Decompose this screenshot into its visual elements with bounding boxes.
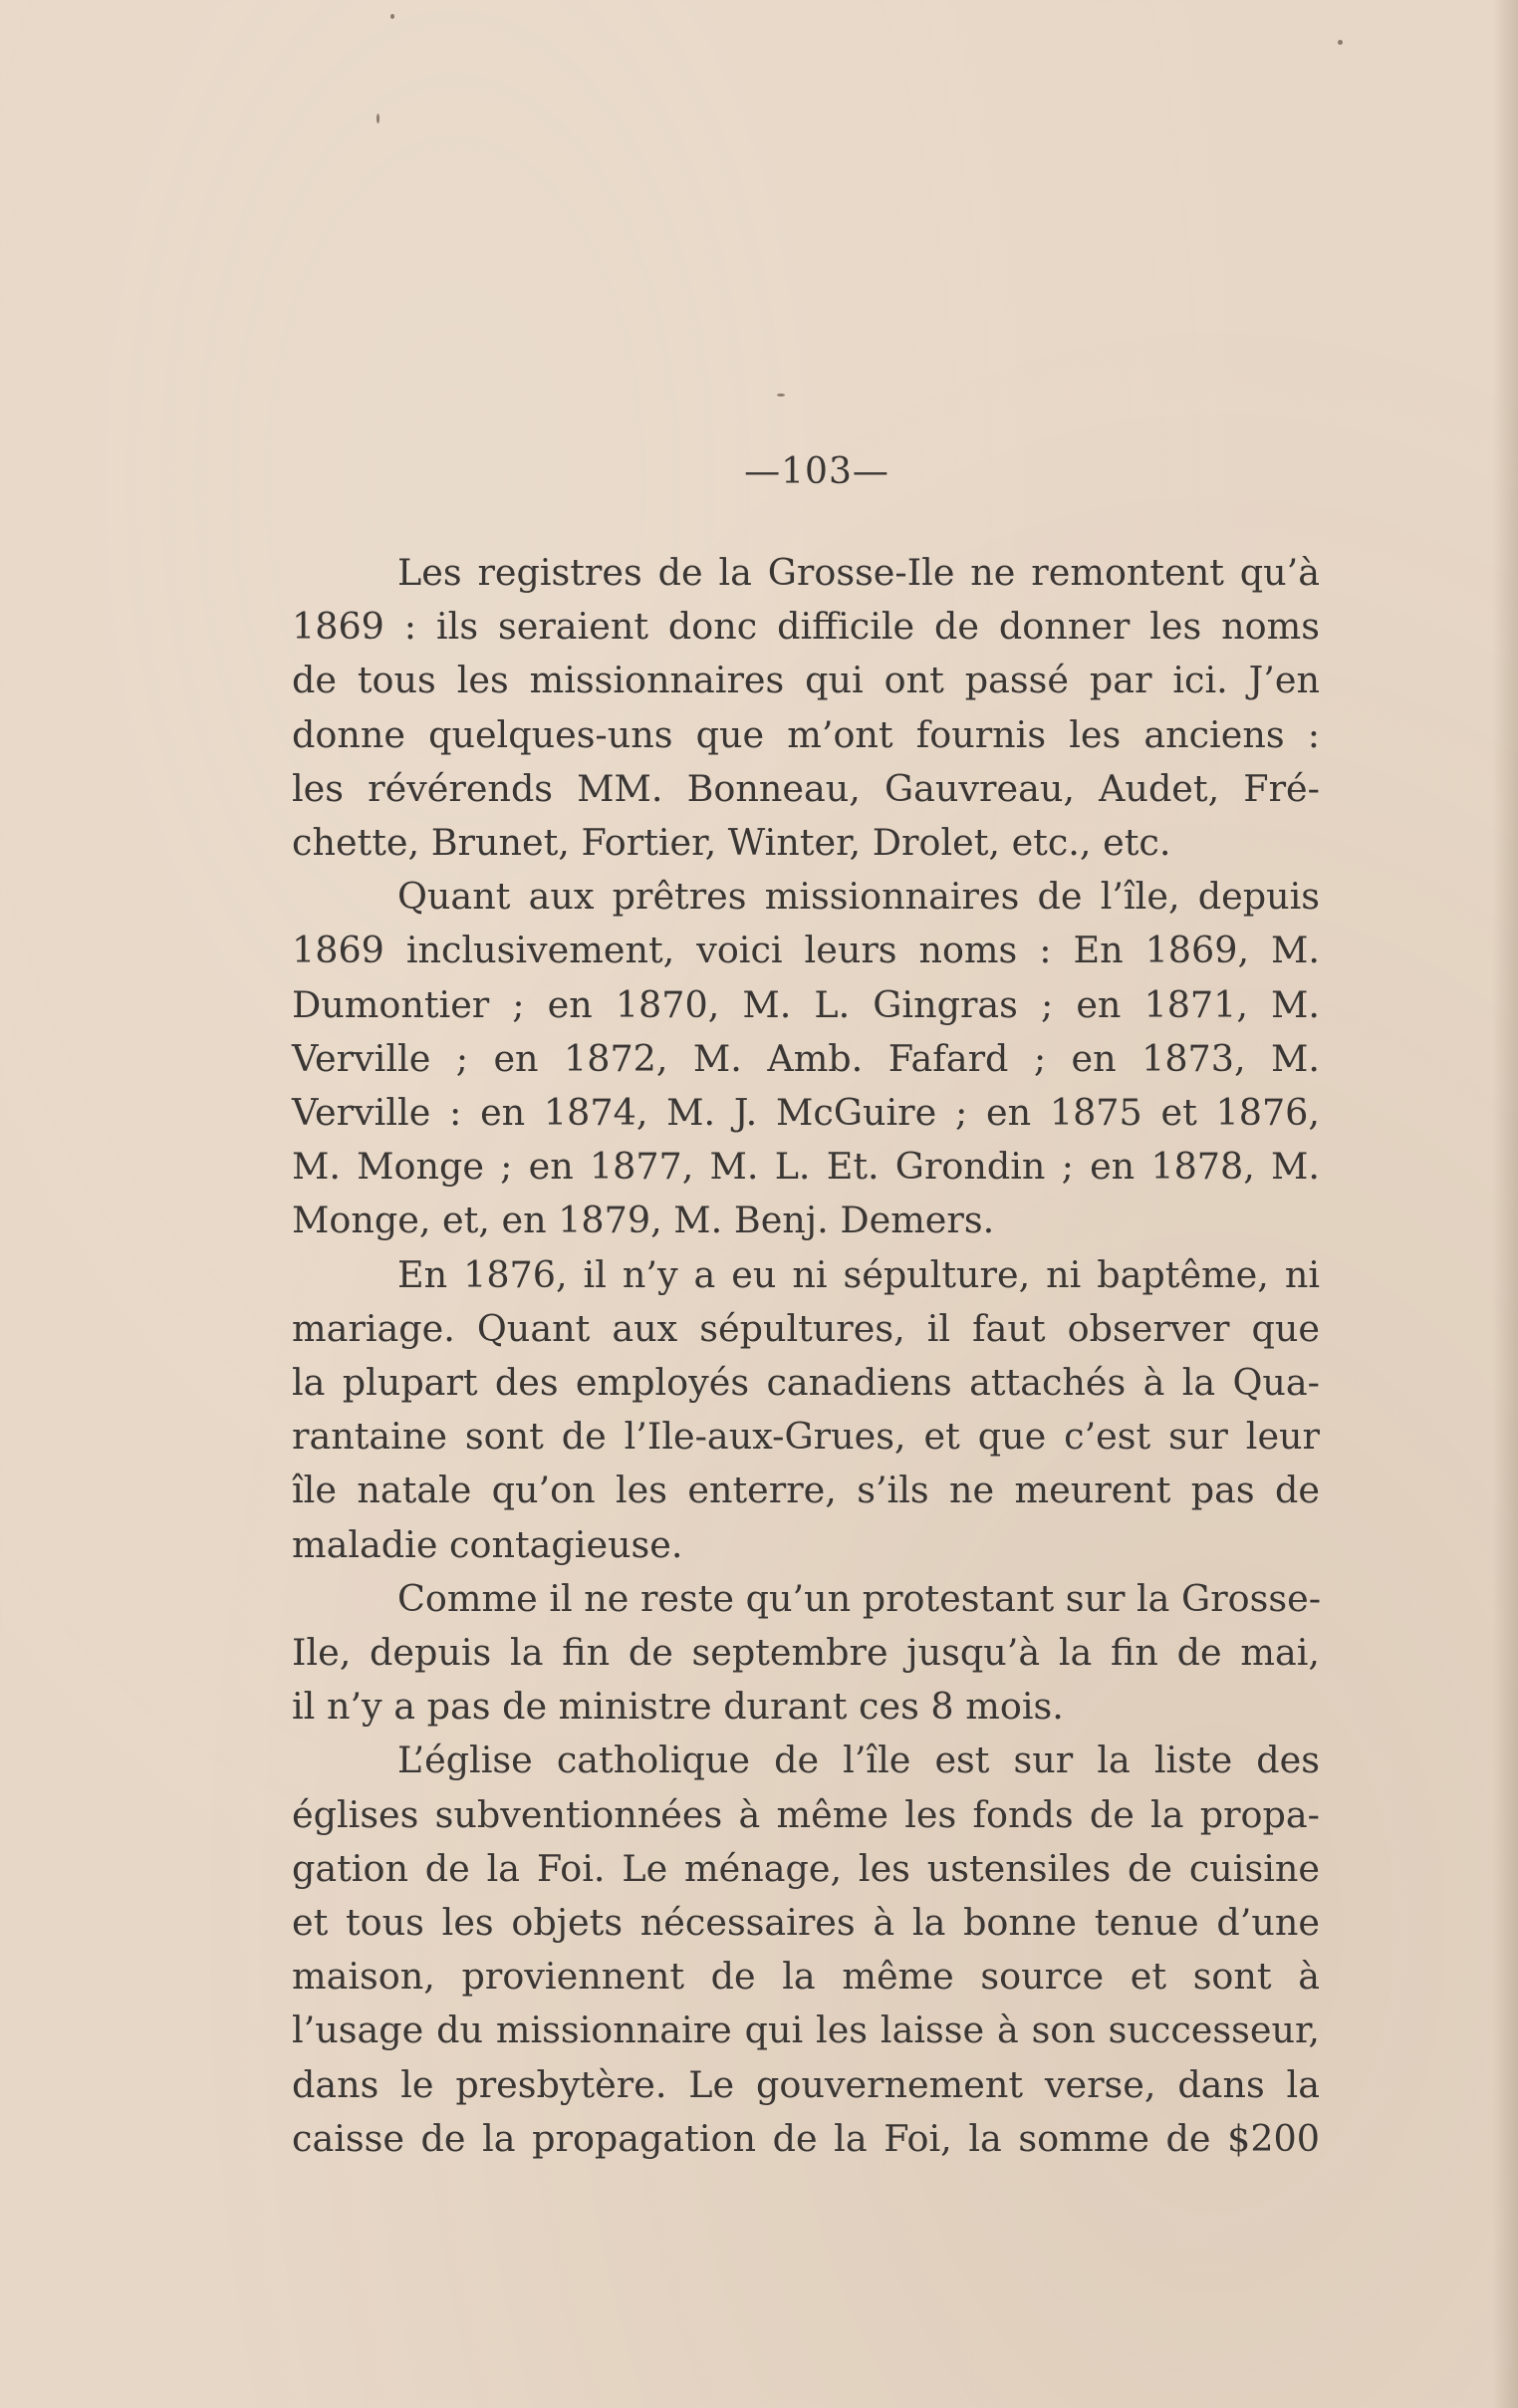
text-line: île natale qu’on les enterre, s’ils ne meurent pas de <box>292 1469 1320 1512</box>
text-line: En 1876, il n’y a eu ni sépulture, ni baptême, ni <box>397 1252 1320 1296</box>
text-line: dans le presbytère. Le gouvernement verse, dans la <box>292 2062 1320 2106</box>
text-line: Verville : en 1874, M. J. McGuire ; en 1875 et 1876, <box>292 1091 1320 1135</box>
text-line: 1869 : ils seraient donc difficile de donner les noms <box>292 605 1320 649</box>
text-line: Monge, et, en 1879, M. Benj. Demers. <box>292 1199 995 1242</box>
body-text <box>292 546 1320 2166</box>
text-line: Verville ; en 1872, M. Amb. Fafard ; en 1873, M. <box>292 1036 1320 1080</box>
page-edge-shadow <box>1492 0 1518 2408</box>
text-line: les révérends MM. Bonneau, Gauvreau, Audet, Fré- <box>292 766 1320 810</box>
text-line: et tous les objets nécessaires à la bonne tenue d’une <box>292 1901 1320 1945</box>
paragraph <box>292 870 1320 1247</box>
text-line: il n’y a pas de ministre durant ces 8 mois. <box>292 1685 1064 1729</box>
paper-speck <box>1338 40 1343 45</box>
text-line: 1869 inclusivement, voici leurs noms : En 1869, M. <box>292 929 1320 972</box>
page-number: —103— <box>744 451 889 492</box>
text-line: donne quelques-uns que m’ont fournis les anciens : <box>292 712 1320 756</box>
paragraph <box>292 1572 1320 1735</box>
paper-speck <box>377 114 380 124</box>
text-line: Ile, depuis la fin de septembre jusqu’à la fin de mai, <box>292 1631 1320 1675</box>
text-line: Quant aux prêtres missionnaires de l’île, depuis <box>397 875 1320 919</box>
text-line: chette, Brunet, Fortier, Winter, Drolet, etc., etc. <box>292 821 1171 865</box>
text-line: Les registres de la Grosse-Ile ne remontent qu’à <box>397 551 1320 594</box>
paper-speck <box>390 14 394 19</box>
text-line: Dumontier ; en 1870, M. L. Gingras ; en 1871, M. <box>292 982 1320 1026</box>
paragraph <box>292 1248 1320 1572</box>
text-line: rantaine sont de l’Ile-aux-Grues, et que c’est sur leur <box>292 1415 1320 1459</box>
text-line: L’église catholique de l’île est sur la liste des <box>397 1739 1320 1782</box>
text-line: Comme il ne reste qu’un protestant sur la Grosse- <box>397 1576 1322 1620</box>
text-line: gation de la Foi. Le ménage, les ustensiles de cuisine <box>292 1846 1320 1890</box>
text-line: caisse de la propagation de la Foi, la somme de $200 <box>292 2116 1320 2160</box>
text-line: maison, proviennent de la même source et sont à <box>292 1955 1320 1999</box>
paper-speck <box>777 394 785 397</box>
text-line: de tous les missionnaires qui ont passé par ici. J’en <box>292 659 1320 702</box>
text-line: l’usage du missionnaire qui les laisse à son successeur, <box>292 2008 1320 2052</box>
text-line: églises subventionnées à même les fonds de la propa- <box>292 1792 1320 1836</box>
paragraph <box>292 546 1320 870</box>
text-line: la plupart des employés canadiens attachés à la Qua- <box>292 1361 1320 1405</box>
paragraph <box>292 1734 1320 2166</box>
text-line: M. Monge ; en 1877, M. L. Et. Grondin ; en 1878, M. <box>292 1145 1320 1189</box>
text-line: maladie contagieuse. <box>292 1522 683 1566</box>
text-line: mariage. Quant aux sépultures, il faut observer que <box>292 1306 1320 1350</box>
